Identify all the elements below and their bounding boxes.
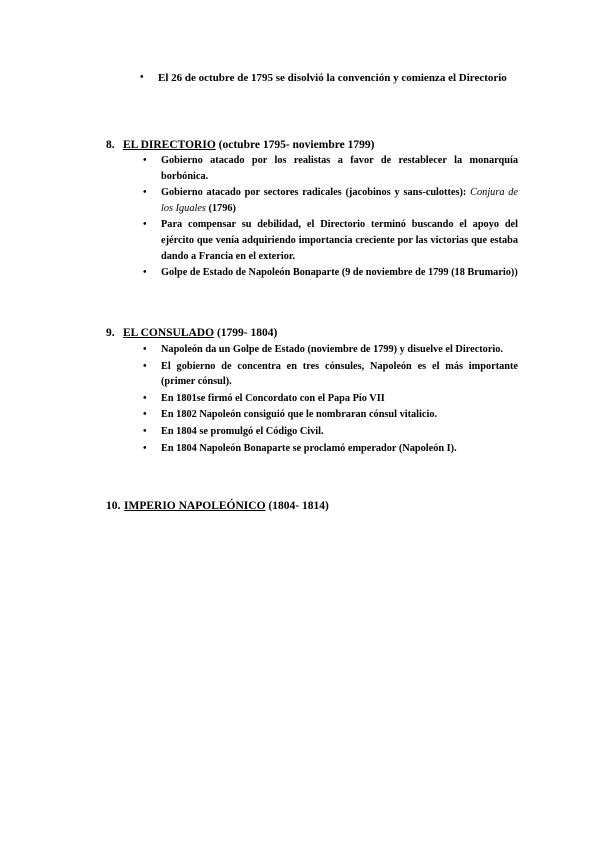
list-item: • Gobierno atacado por sectores radicales (jacobinos y sans-culottes): Conjura de los Iguales (1796) xyxy=(143,187,519,214)
list-item: • El 26 de octubre de 1795 se disolvió la convención y comienza el Directorio xyxy=(140,72,507,84)
section-dates: (octubre 1795- noviembre 1799) xyxy=(215,139,375,151)
bullet-icon: • xyxy=(143,187,147,199)
list-item: • En 1802 Napoleón consiguió que le nombraran cónsul vitalicio. xyxy=(143,407,518,423)
bullet-icon: • xyxy=(143,344,147,355)
section-number: 8. xyxy=(106,139,115,151)
list-item: • Golpe de Estado de Napoleón Bonaparte (9 de noviembre de 1799 (18 Brumario)) xyxy=(143,265,518,281)
section-dates: (1799- 1804) xyxy=(214,327,278,339)
list-item: • En 1804 se promulgó el Código Civil. xyxy=(143,424,518,440)
section-dates: (1804- 1814) xyxy=(265,500,329,512)
intro-bullet-list xyxy=(140,70,518,86)
section-title: IMPERIO NAPOLEÓNICO xyxy=(124,500,266,512)
list-item: • Gobierno atacado por los realistas a favor de restablecer la monarquía borbónica. xyxy=(143,155,518,182)
section-number: 9. xyxy=(106,327,115,339)
bullet-icon: • xyxy=(143,267,147,279)
directorio-bullet-list xyxy=(143,153,518,282)
italic-term: Conjura de los Iguales xyxy=(161,187,519,214)
section-heading-imperio xyxy=(106,498,329,514)
section-number: 10. xyxy=(106,500,121,512)
bullet-icon: • xyxy=(143,442,147,454)
bullet-icon: • xyxy=(143,360,147,372)
list-item: • El gobierno de concentra en tres cónsules, Napoleón es el más importante (primer cónsul). xyxy=(143,360,518,388)
section-title: EL DIRECTORIO xyxy=(123,139,216,151)
bullet-icon: • xyxy=(143,409,147,421)
section-title: EL CONSULADO xyxy=(123,327,215,339)
bullet-icon: • xyxy=(143,219,147,231)
list-item: • Napoleón da un Golpe de Estado (noviembre de 1799) y disuelve el Directorio. xyxy=(143,342,518,358)
consulado-bullet-list xyxy=(143,342,518,457)
list-item: • En 1801se firmó el Concordato con el Papa Pío VII xyxy=(143,391,518,407)
bullet-icon: • xyxy=(140,72,144,83)
list-item: • Para compensar su debilidad, el Directorio terminó buscando el apoyo del ejército que venía adquiriendo importancia creciente por las victorias que estaba dando a Francia en el exterior. xyxy=(143,219,518,262)
section-heading-consulado xyxy=(106,325,277,341)
bullet-icon: • xyxy=(143,155,147,166)
section-heading-directorio xyxy=(106,137,374,153)
bullet-icon: • xyxy=(143,425,147,437)
bullet-icon: • xyxy=(143,392,147,404)
list-item: • En 1804 Napoleón Bonaparte se proclamó emperador (Napoleón I). xyxy=(143,441,518,457)
